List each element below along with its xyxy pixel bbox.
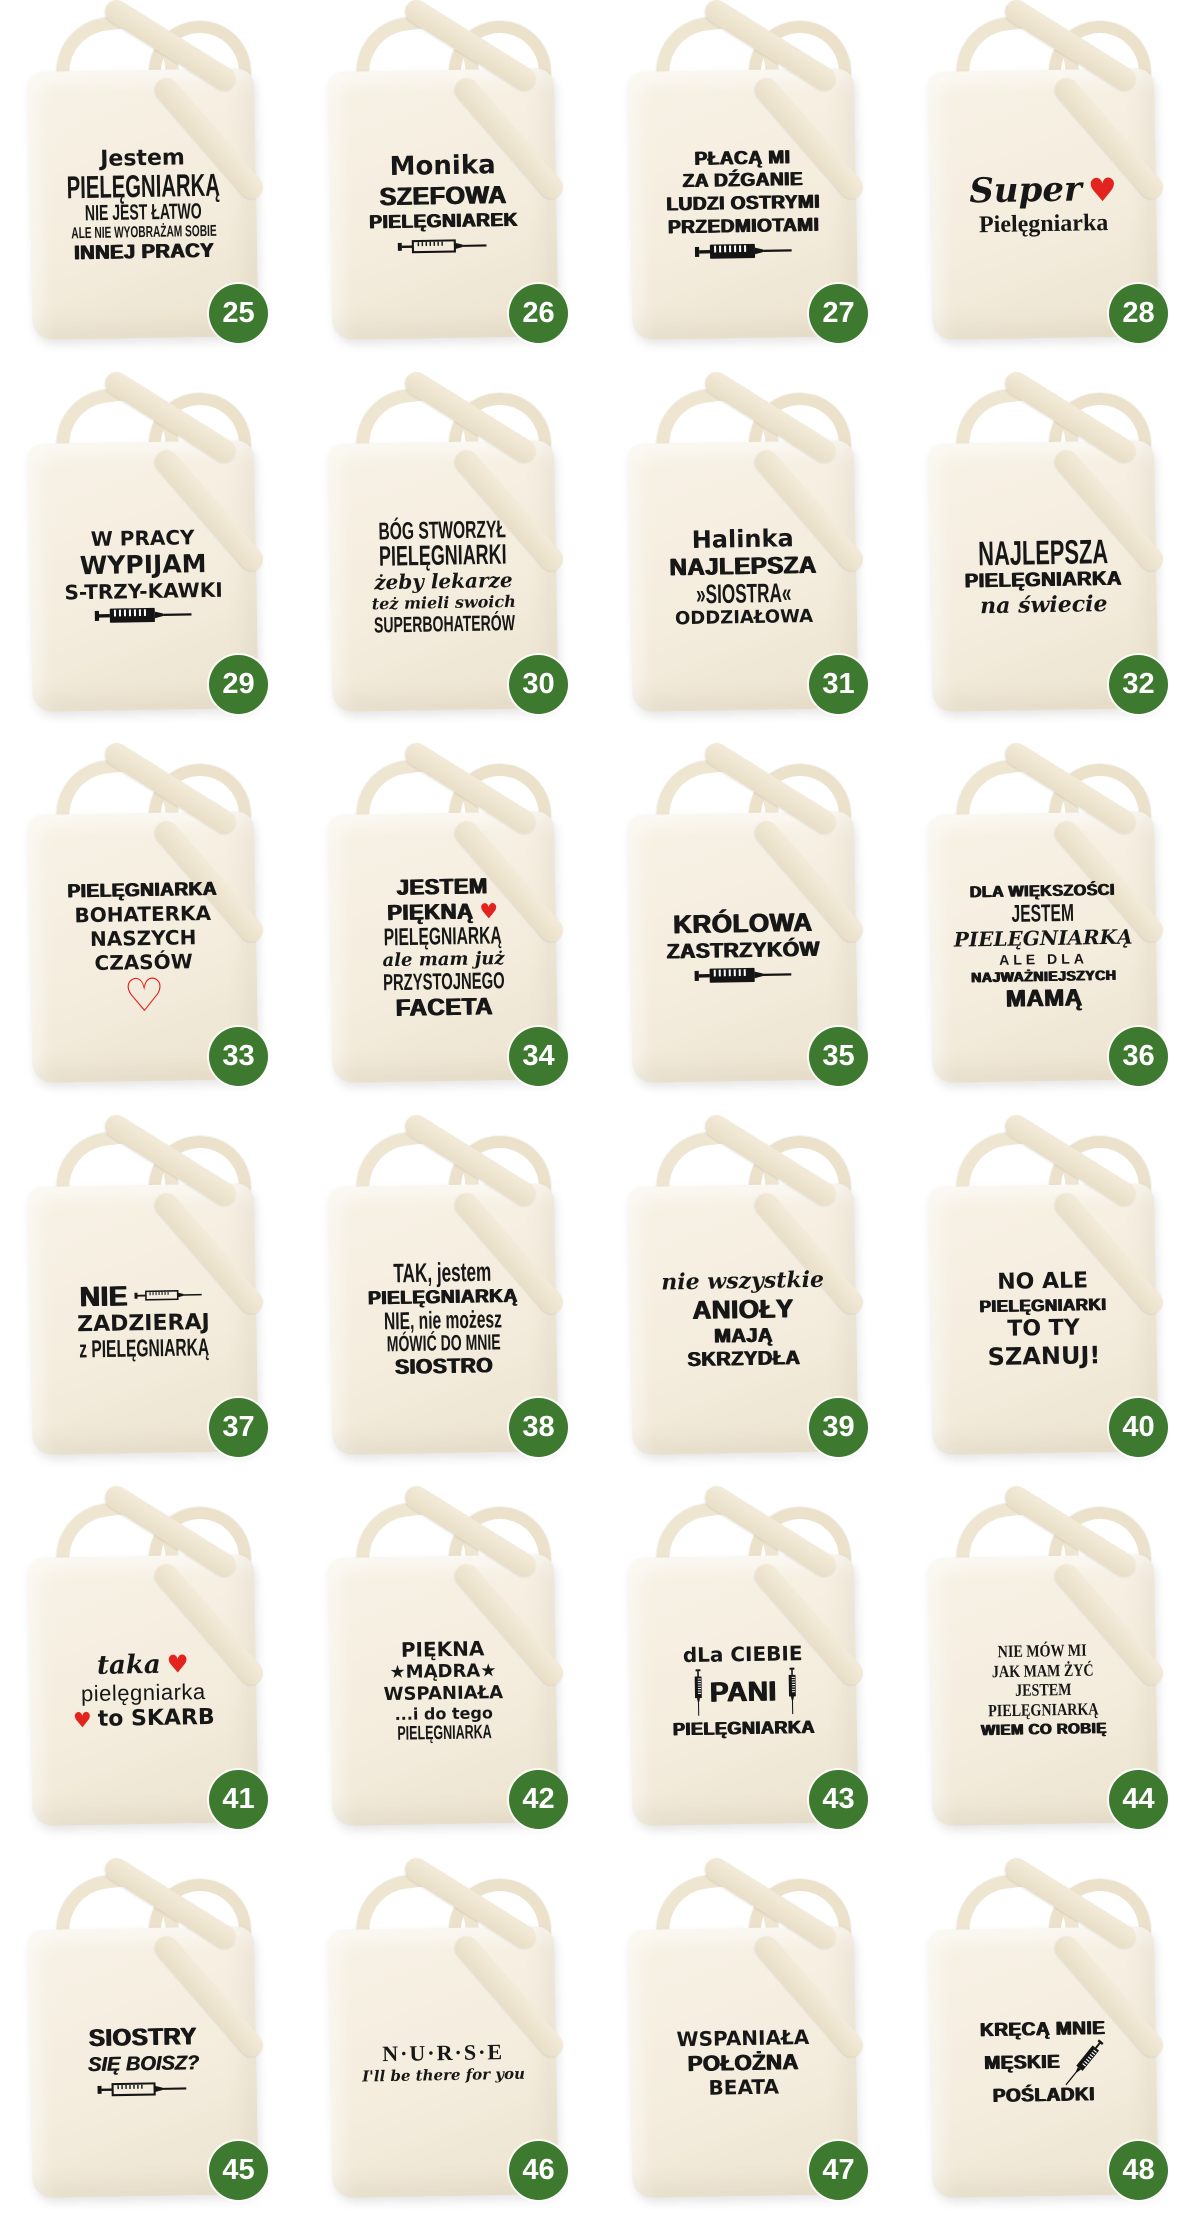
bag-number-badge [209,2141,268,2200]
print-line [999,951,1088,967]
print-line [94,603,194,627]
print-line [1006,986,1083,1012]
print-text: WYPIJAM [79,550,206,578]
print-line [77,1311,210,1336]
print-line [969,172,1117,210]
print-line [981,1721,1107,1739]
print-line [708,2076,779,2098]
bag-number-badge [209,655,268,714]
bag-number: 40 [1122,1411,1154,1444]
print-line [368,1286,518,1308]
print-text: WIEM CO ROBIĘ [981,1721,1107,1739]
print-line [688,1667,800,1717]
print-text: PIELĘGNIAREK [369,211,518,233]
print-text: PIELĘGNIARKI [979,1296,1106,1316]
print-text: to SKARB [98,1706,215,1731]
product-tile [600,0,900,372]
print-text: Super [969,173,1082,210]
print-text: LUDZI OSTRYMI [666,193,820,215]
print-line [675,607,813,628]
print-text: Jestem [100,147,185,171]
bag-number: 47 [822,2154,854,2187]
print-text: dLa CIEBIE [683,1643,803,1666]
print-text: MĘSKIE [984,2052,1060,2073]
product-tile [900,1486,1200,1858]
print-text: PIELĘGNIARKI [379,540,507,571]
print-text: SIOSTRY [89,2025,197,2052]
print-text: PIELĘGNIARKA [67,880,217,902]
bag-number-badge [1109,1027,1168,1086]
bag-number: 48 [1122,2154,1154,2187]
print-text: ALE NIE WYOBRAŻAM SOBIE [71,223,217,242]
syringe-icon [134,1285,206,1303]
product-tile [300,372,600,744]
print-text: PIĘKNA [401,1639,485,1661]
print-line [401,1639,485,1661]
print-text: NASZYCH [90,927,197,950]
print-text: SZEFOWA [379,182,507,210]
print-text: TAK, jestem [393,1258,491,1288]
print-text: WSPANIAŁA [383,1684,503,1705]
print-text: żeby lekarze [374,570,513,593]
print-text: ODDZIAŁOWA [675,607,813,628]
print-line [396,995,494,1022]
bag-number-badge [509,1027,568,1086]
bag-number-badge [809,1770,868,1829]
print-line [68,202,218,223]
print-line [980,592,1108,617]
print-text: ale mam już [382,950,504,971]
heart-icon: ♥ [166,1652,189,1677]
print-text: PIELĘGNIARKĄ [988,1701,1099,1721]
print-text: PIELĘGNIARKĄ [368,1286,518,1308]
bag-number: 46 [522,2154,554,2187]
print-text: PIELĘGNIARKĄ [384,924,502,951]
heart-icon: ♥ [73,1710,92,1731]
print-line [997,1270,1088,1294]
bag-number-badge [809,1398,868,1457]
bag-number: 26 [522,297,554,330]
print-text: nie wszystkie [661,1268,824,1294]
print-text: ...i do tego [394,1706,493,1724]
print-line [380,1261,506,1286]
print-text: WSPANIAŁA [676,2026,809,2049]
print-line [980,2019,1106,2041]
print-text: JAK MAM ŻYĆ [992,1662,1094,1682]
product-tile [300,0,600,372]
product-tile [900,743,1200,1115]
print-line [979,1296,1106,1316]
print-text: POŁOŻNA [688,2050,799,2075]
bag-number-badge [1109,284,1168,343]
print-text: SKRZYDŁA [687,1348,800,1371]
print-text: PRZEDMIOTAMI [668,216,820,238]
product-tile [600,743,900,1115]
print-text: MAJĄ [714,1325,773,1347]
print-line [1007,1317,1080,1341]
bag-number-badge [509,284,568,343]
print-text: ANIOŁY [692,1294,794,1323]
product-tile [0,372,300,744]
print-text: PANI [710,1677,777,1707]
print-text: MÓWIĆ DO MNIE [387,1331,501,1356]
print-line [394,1706,493,1724]
print-line [368,1309,519,1332]
print-text: DLA WIĘKSZOŚCI [970,883,1115,902]
print-line [371,1333,517,1354]
print-line [372,593,516,612]
bag-number: 44 [1122,1783,1154,1816]
print-line [666,193,820,215]
bag-number: 31 [822,668,854,701]
print-text: KRĘCĄ MNIE [980,2019,1106,2041]
print-text: NIE MÓW MI [998,1643,1087,1663]
print-line [692,1294,794,1323]
syringe-icon [694,239,794,263]
print-line [45,172,242,202]
product-tile [0,1858,300,2230]
product-tile [0,743,300,1115]
print-text: PŁACĄ MI [694,148,790,169]
print-line [694,239,794,263]
syringe-icon [782,1667,799,1715]
syringe-icon [688,1669,705,1717]
print-line [395,1355,493,1379]
print-text: CZASÓW [94,951,192,974]
print-line [389,152,495,181]
bag-number-badge [1109,655,1168,714]
print-line [694,964,794,988]
print-text: MAMĄ [1006,986,1083,1012]
print-text: BEATA [708,2076,779,2098]
print-text: PIELĘGNIARKA [965,568,1122,592]
print-line [67,880,217,902]
product-tile [300,1486,600,1858]
bag-number-badge [509,1770,568,1829]
print-line [379,182,507,210]
product-tile [0,1486,300,1858]
print-text: pielęgniarka [81,1681,206,1706]
print-line [985,1663,1101,1682]
bag-number-badge [1109,2141,1168,2200]
print-text: I'll be there for you [362,2066,525,2084]
print-line [668,216,820,238]
bag-number-badge [1109,1398,1168,1457]
bag-number: 35 [822,1040,854,1073]
print-text: na świecie [980,592,1108,617]
heart-outline-icon: ♡ [123,975,165,1015]
bag-number-badge [209,1770,268,1829]
bag-number-badge [209,1027,268,1086]
syringe-icon [94,603,194,627]
print-line [984,2042,1103,2084]
bag-number-badge [509,655,568,714]
print-line [96,2077,191,2101]
print-text: ALE DLA [999,951,1088,967]
print-line [367,926,518,949]
print-text: BÓG STWORZYŁ [379,517,507,545]
print-line [673,1718,815,1739]
print-text: JESTEM [1011,901,1074,927]
bag-number: 41 [222,1783,254,1816]
print-line [993,2085,1096,2107]
print-line [383,1684,503,1705]
print-line [667,938,821,962]
syringe-icon [694,964,794,988]
print-line [80,1279,207,1310]
print-line [688,2050,799,2075]
print-line [683,170,804,192]
print-line [51,224,238,241]
product-tile [600,1858,900,2230]
product-tile [600,372,900,744]
bag-number: 34 [522,1040,554,1073]
print-line [362,2066,525,2084]
bag-number-badge [509,2141,568,2200]
bag-number: 33 [222,1040,254,1073]
print-line [673,908,813,937]
print-line [382,2041,504,2066]
print-text: ★MĄDRA★ [389,1662,496,1683]
product-tile [300,1115,600,1487]
bag-number: 38 [522,1411,554,1444]
print-text: JESTEM [397,875,488,899]
print-text: W PRACY [91,526,195,549]
print-line [74,241,214,264]
print-text: NO ALE [997,1270,1088,1294]
print-line [979,211,1109,238]
bag-number: 37 [222,1411,254,1444]
product-tile [600,1486,900,1858]
print-text: z PIELĘGNIARKĄ [79,1335,209,1363]
print-line [366,972,522,994]
product-tile [0,0,300,372]
print-line [374,570,513,593]
bag-number: 36 [1122,1040,1154,1073]
print-text: S-TRZY-KAWKI [64,579,223,603]
print-line [74,903,211,926]
print-text: PIELĘGNIARKA [673,1718,815,1739]
print-line [90,927,197,950]
syringe-icon [396,234,491,258]
print-text: ZA DŹGANIE [683,170,804,192]
print-text: POŚLADKI [993,2085,1096,2107]
print-text: SZANUJ! [987,1342,1100,1369]
print-text: ZADZIERAJ [77,1311,210,1336]
print-line [959,536,1126,568]
print-line [691,525,793,552]
print-text: Monika [389,152,495,181]
print-line [687,1348,800,1371]
heart-icon: ♥ [1088,174,1118,207]
bag-number: 39 [822,1411,854,1444]
print-text: taka [97,1651,161,1679]
bag-number-badge [809,2141,868,2200]
bag-number-badge [509,1398,568,1457]
print-line [89,2025,197,2052]
print-text: NAJWAŻNIEJSZYCH [971,968,1116,985]
print-line [682,581,805,606]
bag-number: 28 [1122,297,1154,330]
product-tile [900,372,1200,744]
bag-number: 42 [522,1783,554,1816]
print-text: PIELĘGNIARKA [397,1724,492,1746]
print-text: NAJLEPSZA [978,533,1108,571]
print-line [91,526,195,549]
print-line [661,1268,824,1294]
print-line [971,968,1116,985]
print-line [79,550,206,578]
product-tile [300,743,600,1115]
product-tile [300,1858,600,2230]
print-text: PIELĘGNIARKĄ [954,926,1133,950]
print-text: NIE, nie możesz [384,1307,502,1334]
print-line [384,1725,505,1744]
print-text: NIE JEST ŁATWO [85,200,202,225]
print-text: FACETA [396,995,494,1022]
print-text: też mieli swoich [372,593,516,612]
print-line [954,926,1133,950]
print-line [123,975,165,1015]
print-text: ZASTRZYKÓW [667,938,821,962]
bag-number-badge [209,284,268,343]
print-text: »SIOSTRA« [696,579,792,609]
print-text: NIE [80,1280,129,1310]
print-line [397,875,488,899]
print-text: INNEJ PRACY [74,241,214,264]
print-line [369,211,518,233]
bag-number: 32 [1122,668,1154,701]
print-text: Halinka [691,525,793,552]
print-line [676,2026,809,2049]
print-line [382,950,504,971]
bag-number: 45 [222,2154,254,2187]
print-line [987,1342,1100,1369]
print-text: NAJLEPSZA [669,553,817,581]
print-line [88,2053,199,2076]
bag-number: 25 [222,297,254,330]
print-line [970,883,1115,902]
print-line [60,1337,227,1361]
bag-number: 43 [822,1783,854,1816]
print-text: PRZYSTOJNEGO [383,970,505,996]
print-line [683,1643,803,1666]
print-text: PIELĘGNIARKĄ [66,169,220,205]
product-tile [900,0,1200,372]
print-line [669,553,817,581]
print-line [361,543,525,570]
print-text: SUPERBOHATERÓW [374,611,515,636]
bag-number-badge [1109,1770,1168,1829]
bag-number-badge [809,655,868,714]
print-text: JESTEM [1015,1682,1072,1701]
print-line [694,148,790,169]
print-line [714,1325,773,1347]
print-line [97,1651,189,1680]
heart-icon: ♥ [479,902,498,923]
print-line [387,901,498,926]
bag-number-badge [209,1398,268,1457]
print-line [64,579,223,603]
syringe-icon [96,2077,191,2101]
print-text: KRÓLOWA [673,908,813,937]
print-line [981,1702,1107,1721]
bag-number: 29 [222,668,254,701]
print-text: SIOSTRO [395,1355,493,1379]
print-line [992,1643,1093,1661]
print-text: PIĘKNĄ [387,901,474,925]
bag-number-badge [809,284,868,343]
print-line [73,1706,215,1731]
product-tile [600,1115,900,1487]
print-line [1003,903,1083,925]
print-text: TO TY [1007,1317,1080,1341]
print-line [354,613,535,635]
product-tile [900,1115,1200,1487]
syringe-icon [1066,2042,1103,2083]
product-tile [900,1858,1200,2230]
print-text: BOHATERKA [74,903,211,926]
print-line [1011,1683,1075,1701]
product-tile [0,1115,300,1487]
bag-number-badge [809,1027,868,1086]
print-line [389,1662,496,1683]
print-text: SIĘ BOISZ? [88,2053,199,2076]
bag-number: 30 [522,668,554,701]
print-line [396,234,491,258]
print-text: Pielęgniarka [979,211,1109,238]
print-line [81,1681,206,1706]
bag-number: 27 [822,297,854,330]
print-text: N·U·R·S·E [382,2041,504,2066]
